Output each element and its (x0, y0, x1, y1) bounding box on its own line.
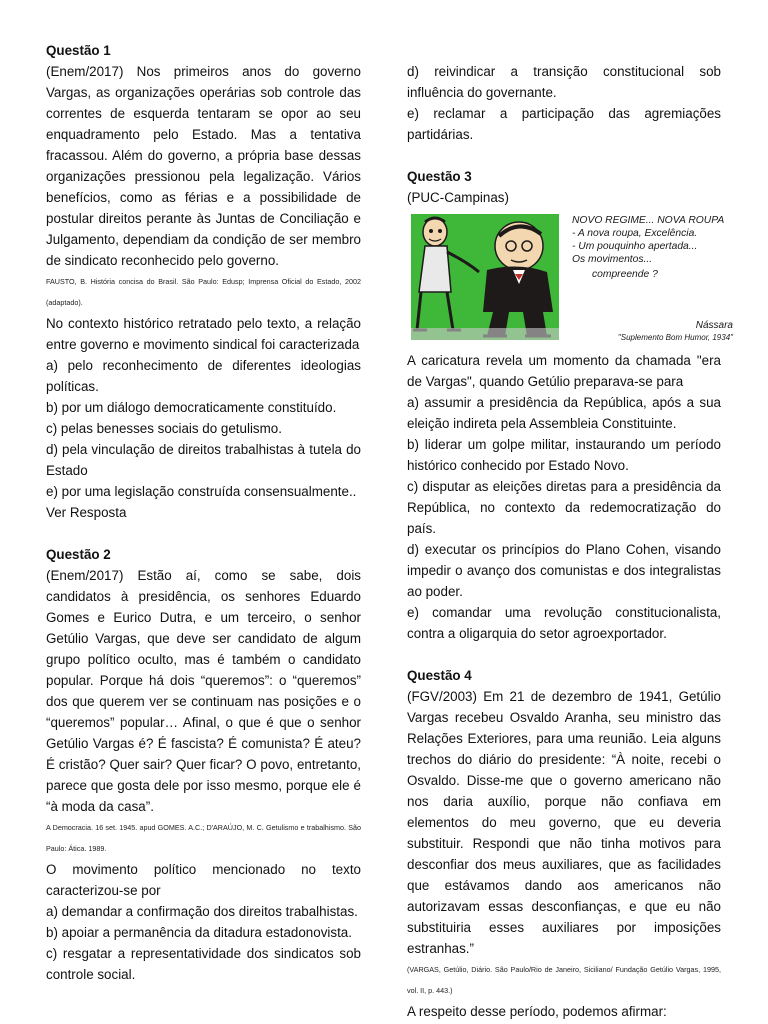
question-4-text: (FGV/2003) Em 21 de dezembro de 1941, Getúlio Vargas recebeu Osvaldo Aranha, seu ministro das Relações Exteriores, para uma reunião. Leia alguns trechos do diário do presidente: “À noite, recebi o Osvaldo. Disse-me que o governo americano não nos daria auxílio, porque não confiava em elementos do meu governo, que eu deveria substituir. Respondi que não tinha motivos para desconfiar dos meus auxiliares, que as facilidades que estávamos dando aos americanos não autorizavam essas desconfianças, e que eu não substituiria esses auxiliares por imposições estranhas.” (407, 689, 721, 956)
question-2-option-b: b) apoiar a permanência da ditadura estadonovista. (46, 925, 352, 940)
question-1-prompt: No contexto histórico retratado pelo texto, a relação entre governo e movimento sindical foi caracterizada (46, 316, 361, 352)
question-4-prompt: A respeito desse período, podemos afirmar: (407, 1004, 667, 1019)
spacer (407, 145, 721, 166)
question-3-prompt: A caricatura revela um momento da chamada "era de Vargas", quando Getúlio preparava-se para (407, 353, 721, 389)
question-2-reference: A Democracia. 16 set. 1945. apud GOMES. A.C.; D'ARAÚJO, M. C. Getulismo e trabalhismo. São Paulo: Ática. 1989. (46, 823, 361, 853)
question-3-option-c: c) disputar as eleições diretas para a presidência da República, no contexto da redemocratização do país. (407, 479, 721, 536)
question-1-option-b: b) por um diálogo democraticamente constituído. (46, 400, 337, 415)
cartoon-publication: "Suplemento Bom Humor, 1934" (617, 333, 733, 342)
question-1-title: Questão 1 (46, 43, 111, 58)
caption-line-1: NOVO REGIME... NOVA ROUPA (572, 215, 725, 226)
caption-line-3: - Um pouquinho apertada... (572, 241, 698, 252)
left-column (46, 40, 361, 985)
question-2-option-e: e) reclamar a participação das agremiações partidárias. (407, 106, 721, 142)
spacer (407, 644, 721, 665)
question-3-option-e: e) comandar uma revolução constitucionalista, contra a oligarquia do setor agroexportador. (407, 605, 721, 641)
question-1-text: (Enem/2017) Nos primeiros anos do governo Vargas, as organizações operárias sob controle das correntes de esquerda tentaram se opor ao seu enquadramento pelo Estado. Mas a tentativa fracassou. Além do governo, a própria base dessas organizações pressionou pela legalização. Vários benefícios, como as férias e a possibilidade de postular direitos perante às Juntas de Conciliação e Julgamento, dependiam da condição de ser membro de sindicato reconhecido pelo governo. (46, 64, 361, 268)
caption-line-4: Os movimentos... (572, 254, 653, 265)
question-2-text: (Enem/2017) Estão aí, como se sabe, dois candidatos à presidência, os senhores Eduardo Gomes e Eurico Dutra, e um terceiro, o senhor Getúlio Vargas, que deve ser candidato de algum grupo político oculto, mas é também o candidato popular. Porque há dois “queremos”: o “queremos” dos que querem ver se continuam nas posições e o “queremos” popular… Afinal, o que é que o senhor Getúlio Vargas é? É fascista? É comunista? É ateu? É cristão? Quer sair? Quer ficar? O povo, entretanto, parece que gosta dele por isso mesmo, porque ele é “à moda da casa”. (46, 568, 361, 814)
cartoon-author: Nássara (695, 320, 733, 331)
question-3-option-a: a) assumir a presidência da República, após a sua eleição indireta pela Assembleia Constituinte. (407, 395, 721, 431)
question-1-option-e: e) por uma legislação construída consensualmente.. (46, 484, 357, 499)
caricature-floor (411, 328, 559, 340)
vargas-caricature (407, 212, 747, 344)
see-answer-link[interactable]: Ver Resposta (46, 505, 127, 520)
question-2-option-d: d) reivindicar a transição constitucional sob influência do governante. (407, 64, 721, 100)
question-4-title: Questão 4 (407, 668, 472, 683)
right-column (407, 61, 733, 1022)
question-2-option-a: a) demandar a confirmação dos direitos trabalhistas. (46, 904, 358, 919)
question-3-source: (PUC-Campinas) (407, 190, 509, 205)
caption-line-5: compreende ? (592, 269, 658, 280)
question-2-option-c: c) resgatar a representatividade dos sindicatos sob controle social. (46, 946, 361, 982)
question-3-title: Questão 3 (407, 169, 472, 184)
question-2-title: Questão 2 (46, 547, 111, 562)
question-3-option-b: b) liderar um golpe militar, instaurando um período histórico conhecido por Estado Novo. (407, 437, 721, 473)
caption-line-2: - A nova roupa, Excelência. (572, 228, 698, 239)
question-1-option-a: a) pelo reconhecimento de diferentes ideologias políticas. (46, 358, 361, 394)
spacer (46, 523, 361, 544)
question-4-reference: (VARGAS, Getúlio, Diário. São Paulo/Rio de Janeiro, Siciliano/ Fundação Getúlio Vargas, 1995, vol. II, p. 443.) (407, 965, 721, 995)
question-2-prompt: O movimento político mencionado no texto caracterizou-se por (46, 862, 361, 898)
question-1-option-c: c) pelas benesses sociais do getulismo. (46, 421, 282, 436)
question-1-option-d: d) pela vinculação de direitos trabalhistas à tutela do Estado (46, 442, 361, 478)
question-1-reference: FAUSTO, B. História concisa do Brasil. São Paulo: Edusp; Imprensa Oficial do Estado, 2002 (adaptado). (46, 277, 361, 307)
question-3-option-d: d) executar os princípios do Plano Cohen, visando impedir o avanço dos comunistas e dos integralistas ao poder. (407, 542, 721, 599)
